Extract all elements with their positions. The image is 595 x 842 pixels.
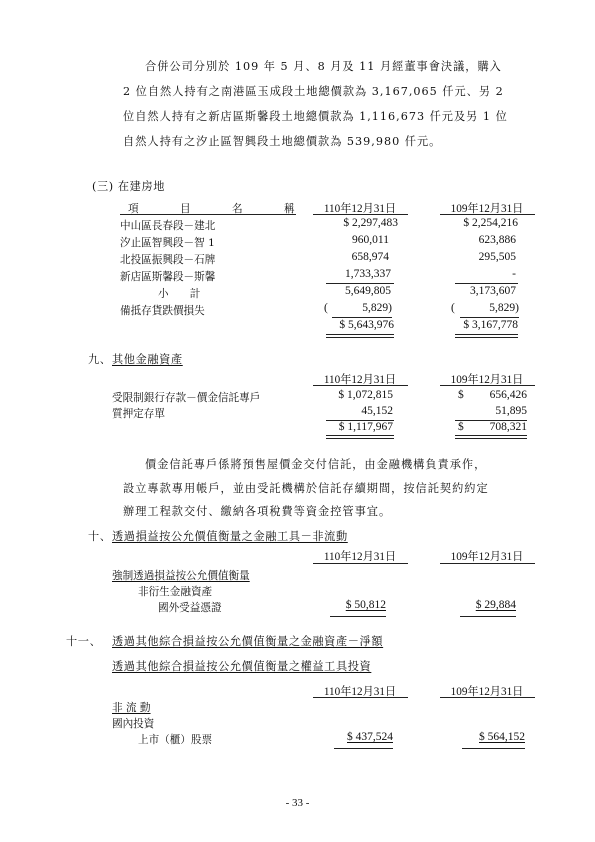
sec3-row-109: 5,829) bbox=[489, 302, 519, 314]
sec11-value-109: $ 564,152 bbox=[479, 731, 525, 743]
sec9-paragraph-line-3: 辦理工程款交付、繳納各項稅費等資金控管事宜。 bbox=[123, 505, 392, 518]
sec11-double-rule-109 bbox=[462, 748, 525, 749]
sec3-row-109: - bbox=[512, 268, 516, 280]
sec3-row-109-paren: ( bbox=[451, 302, 455, 314]
sec3-subtotal-rule-110 bbox=[326, 283, 394, 284]
sec3-col-item-1: 項 bbox=[128, 203, 139, 215]
sec10-double-rule-110 bbox=[330, 616, 386, 617]
sec9-total-109: 708,321 bbox=[489, 421, 527, 433]
page-number: - 33 - bbox=[285, 797, 310, 809]
sec10-header-rule-110 bbox=[313, 563, 408, 564]
sec3-total-rule-110 bbox=[332, 317, 392, 318]
sec3-row-label: 備抵存貨跌價損失 bbox=[120, 305, 205, 317]
sec3-row-110: 5,829) bbox=[362, 302, 392, 314]
sec11-line-2: 國內投資 bbox=[112, 718, 155, 730]
sec3-col-109: 109年12月31日 bbox=[450, 203, 524, 215]
sec10-value-109: $ 29,884 bbox=[475, 599, 516, 611]
sec11-number: 十一、 bbox=[66, 635, 102, 648]
sec9-col-109: 109年12月31日 bbox=[450, 374, 524, 386]
sec10-line-2: 非衍生金融資產 bbox=[138, 586, 213, 598]
sec11-value-110: $ 437,524 bbox=[347, 731, 393, 743]
intro-line-1: 合併公司分別於 109 年 5 月、8 月及 11 月經董事會決議，購入 bbox=[145, 60, 502, 73]
sec10-double-rule-109 bbox=[460, 616, 516, 617]
sec3-row-label: 中山區長春段－建北 bbox=[120, 220, 216, 232]
sec9-total-109-currency: $ bbox=[458, 421, 464, 433]
sec3-total-109: $ 3,167,778 bbox=[463, 319, 518, 331]
sec9-paragraph-line-1: 價金信託專戶係將預售屋價金交付信託，由金融機構負責承作， bbox=[145, 458, 487, 471]
sec11-line-3: 上市（櫃）股票 bbox=[138, 734, 213, 746]
sec3-header-rule-item bbox=[120, 214, 296, 215]
sec10-line-1: 強制透過損益按公允價值衡量 bbox=[112, 570, 250, 582]
sec3-col-item-2: 目 bbox=[180, 203, 191, 215]
sec9-total-double-rule-109 bbox=[455, 435, 527, 439]
sec9-row-label: 質押定存單 bbox=[112, 408, 165, 420]
sec11-header-rule-109 bbox=[440, 697, 535, 698]
sec9-row-label: 受限制銀行存款－價金信託專戶 bbox=[112, 392, 261, 404]
sec3-col-110: 110年12月31日 bbox=[323, 203, 397, 215]
sec3-col-item-3: 名 bbox=[232, 203, 243, 215]
sec11-col-110: 110年12月31日 bbox=[323, 686, 397, 698]
sec3-subtotal-rule-109 bbox=[455, 283, 518, 284]
sec3-header-rule-109 bbox=[440, 214, 535, 215]
sec3-row-109: $ 2,254,216 bbox=[463, 217, 518, 229]
sec3-row-109: 3,173,607 bbox=[470, 285, 516, 297]
sec9-col-110: 110年12月31日 bbox=[323, 374, 397, 386]
sec3-total-double-rule-110 bbox=[326, 334, 394, 338]
sec3-total-rule-109 bbox=[460, 317, 519, 318]
sec3-row-110: 5,649,805 bbox=[345, 285, 391, 297]
sec9-total-double-rule-110 bbox=[326, 435, 394, 439]
intro-line-4: 自然人持有之汐止區智興段土地總價款為 539,980 仟元。 bbox=[123, 135, 442, 148]
sec11-double-rule-110 bbox=[334, 748, 393, 749]
sec10-col-110: 110年12月31日 bbox=[323, 551, 397, 563]
sec3-row-label: 小 計 bbox=[158, 288, 201, 300]
intro-line-3: 位自然人持有之新店區斯馨段土地總價款為 1,116,673 仟元及另 1 位 bbox=[123, 110, 508, 123]
sec3-row-label: 汐止區智興段－智 1 bbox=[120, 237, 215, 249]
sec9-row-109: 51,895 bbox=[495, 405, 527, 417]
sec3-total-double-rule-109 bbox=[455, 334, 518, 338]
sec9-row-110: 45,152 bbox=[361, 405, 393, 417]
sec3-row-110: 1,733,337 bbox=[345, 268, 391, 280]
sec3-row-label: 新店區斯馨段－斯馨 bbox=[120, 271, 216, 283]
sec3-row-109: 623,886 bbox=[478, 234, 516, 246]
sec3-row-110: 658,974 bbox=[351, 251, 389, 263]
sec3-row-110: 960,011 bbox=[352, 234, 389, 246]
sec10-value-110: $ 50,812 bbox=[345, 599, 386, 611]
sec9-row-109: 656,426 bbox=[489, 389, 527, 401]
sec3-row-110-paren: ( bbox=[324, 302, 328, 314]
sec11-col-109: 109年12月31日 bbox=[450, 686, 524, 698]
sec9-row-109-currency: $ bbox=[458, 389, 464, 401]
sec3-header-rule-110 bbox=[313, 214, 408, 215]
sec3-total-110: $ 5,643,976 bbox=[339, 319, 394, 331]
sec9-total-110: $ 1,117,967 bbox=[338, 421, 393, 433]
sec9-number: 九、 bbox=[88, 353, 112, 366]
sec10-col-109: 109年12月31日 bbox=[450, 551, 524, 563]
sec9-row-110: $ 1,072,815 bbox=[338, 389, 393, 401]
sec11-header-rule-110 bbox=[313, 697, 408, 698]
sec3-row-109: 295,505 bbox=[478, 251, 516, 263]
sec3-col-item-4: 稱 bbox=[284, 203, 295, 215]
sec10-line-3: 國外受益憑證 bbox=[158, 602, 222, 614]
sec10-number: 十、 bbox=[88, 530, 112, 543]
sec11-title: 透過其他綜合損益按公允價值衡量之金融資產－淨額 bbox=[112, 635, 384, 648]
sec3-title: (三) 在建房地 bbox=[92, 180, 166, 193]
intro-line-2: 2 位自然人持有之南港區玉成段土地總價款為 3,167,065 仟元、另 2 bbox=[123, 85, 504, 98]
sec9-title: 其他金融資產 bbox=[112, 353, 183, 366]
sec3-row-label: 北投區振興段－石牌 bbox=[120, 254, 216, 266]
sec11-line-1: 非 流 動 bbox=[112, 702, 151, 714]
sec10-title: 透過損益按公允價值衡量之金融工具－非流動 bbox=[112, 530, 348, 543]
sec9-header-rule-110 bbox=[313, 385, 408, 386]
sec3-row-110: $ 2,297,483 bbox=[343, 217, 398, 229]
sec9-header-rule-109 bbox=[440, 385, 535, 386]
sec11-subtitle: 透過其他綜合損益按公允價值衡量之權益工具投資 bbox=[112, 660, 372, 673]
sec10-header-rule-109 bbox=[440, 563, 535, 564]
sec9-paragraph-line-2: 設立專款專用帳戶，並由受託機構於信託存續期間，按信託契約約定 bbox=[123, 482, 489, 495]
